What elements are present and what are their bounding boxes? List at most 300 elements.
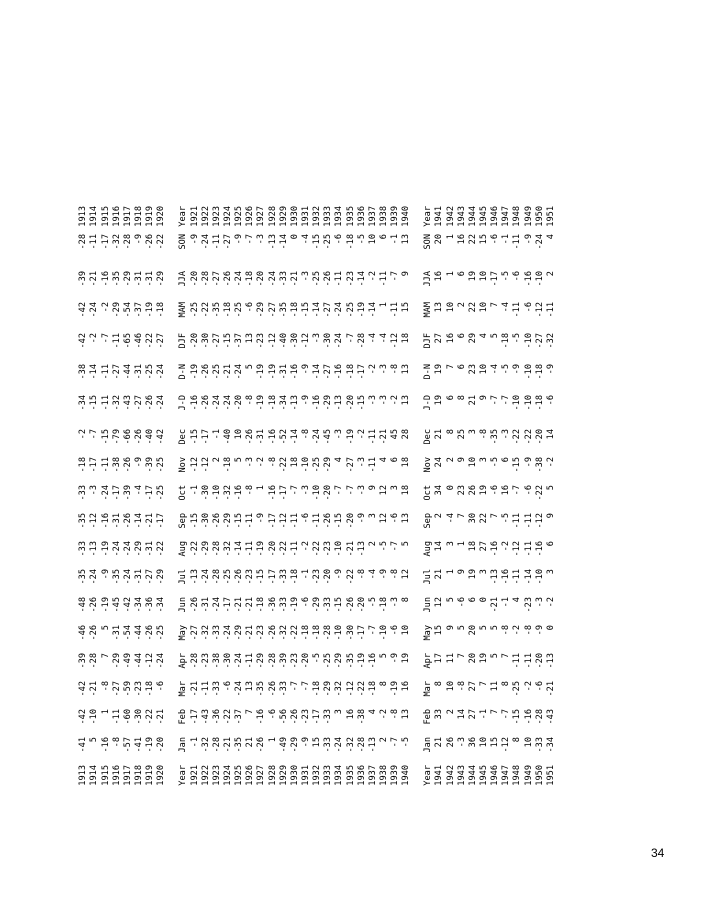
- table-cell: Jan: [423, 737, 434, 753]
- table-cell: -52: [278, 429, 289, 445]
- table-cell: -3: [390, 597, 401, 608]
- table-cell: -7: [289, 681, 300, 692]
- table-cell: -39: [78, 653, 89, 669]
- table-cell: 1945: [479, 765, 490, 786]
- table-cell: -24: [334, 333, 345, 349]
- table-cell: -11: [245, 653, 256, 669]
- table-cell: -32: [345, 737, 356, 753]
- table-cell: 10: [367, 234, 378, 245]
- table-cell: 1932: [312, 206, 323, 227]
- table-cell: 1949: [523, 765, 534, 786]
- table-cell: -18: [289, 302, 300, 318]
- table-cell: -33: [534, 737, 545, 753]
- table-cell: -22: [145, 333, 156, 349]
- table-cell: 1927: [256, 206, 267, 227]
- table-cell: 1914: [89, 206, 100, 227]
- table-cell: -24: [156, 364, 167, 380]
- table-cell: -21: [222, 364, 233, 380]
- table-cell: -2: [78, 429, 89, 440]
- table-cell: 1918: [133, 206, 144, 227]
- table-row: [368, 206, 379, 795]
- table-cell: -26: [145, 395, 156, 411]
- table-cell: -15: [334, 597, 345, 613]
- table-cell: 6: [378, 234, 389, 240]
- table-cell: -17: [312, 709, 323, 725]
- table-cell: -28: [200, 271, 211, 287]
- table-cell: 1950: [534, 206, 545, 227]
- table-cell: -22: [534, 485, 545, 501]
- table-cell: May: [423, 625, 434, 641]
- table-cell: 3: [545, 569, 556, 575]
- table-cell: -2: [390, 395, 401, 406]
- table-cell: -15: [189, 513, 200, 529]
- table-cell: -11: [111, 709, 122, 725]
- table-cell: -27: [534, 333, 545, 349]
- table-cell: -2: [545, 597, 556, 608]
- table-cell: -16: [334, 364, 345, 380]
- table-row: [434, 206, 445, 795]
- table-cell: 6: [456, 364, 467, 370]
- table-cell: -14: [356, 271, 367, 287]
- table-cell: -43: [200, 709, 211, 725]
- table-cell: 25: [456, 429, 467, 440]
- table-cell: -17: [200, 429, 211, 445]
- table-cell: 5: [378, 653, 389, 659]
- table-cell: 3: [390, 485, 401, 491]
- table-cell: 1: [267, 737, 278, 743]
- table-cell: -15: [189, 429, 200, 445]
- table-cell: -15: [300, 302, 311, 318]
- table-cell: -16: [100, 513, 111, 529]
- table-cell: 15: [312, 737, 323, 748]
- table-cell: 2: [545, 271, 556, 277]
- table-row: [290, 206, 301, 795]
- table-cell: -21: [245, 625, 256, 641]
- table-cell: Year: [423, 765, 434, 786]
- table-cell: -19: [189, 364, 200, 380]
- table-cell: -29: [323, 681, 334, 697]
- table-cell: 7: [245, 709, 256, 715]
- table-cell: 1939: [390, 206, 401, 227]
- table-cell: -16: [234, 485, 245, 501]
- table-cell: -21: [245, 597, 256, 613]
- table-cell: -26: [122, 457, 133, 473]
- table-cell: -3: [256, 234, 267, 245]
- table-cell: -18: [378, 597, 389, 613]
- table-cell: -34: [156, 597, 167, 613]
- table-cell: -16: [367, 653, 378, 669]
- table-cell: -26: [345, 597, 356, 613]
- table-cell: 6: [445, 395, 456, 401]
- table-cell: -65: [122, 333, 133, 349]
- table-cell: -14: [367, 302, 378, 318]
- rotated-data-tables: [78, 99, 691, 795]
- table-cell: -26: [145, 234, 156, 250]
- table-cell: -37: [234, 709, 245, 725]
- table-cell: -23: [289, 653, 300, 669]
- table-cell: 1: [445, 271, 456, 277]
- table-cell: 5: [445, 597, 456, 603]
- table-cell: -26: [200, 364, 211, 380]
- table-cell: -20: [534, 429, 545, 445]
- table-row: [390, 206, 401, 795]
- table-cell: 18: [401, 333, 412, 344]
- table-cell: -39: [145, 457, 156, 473]
- table-cell: 21: [434, 429, 445, 440]
- table-cell: 2: [456, 302, 467, 308]
- table-cell: -11: [245, 513, 256, 529]
- table-cell: -25: [211, 364, 222, 380]
- table-cell: -24: [122, 541, 133, 557]
- table-cell: -11: [512, 302, 523, 318]
- table-cell: -24: [234, 653, 245, 669]
- table-cell: -37: [133, 302, 144, 318]
- table-cell: Year: [178, 765, 189, 786]
- table-cell: -21: [89, 271, 100, 287]
- table-cell: 1951: [545, 765, 556, 786]
- table-cell: -6: [456, 597, 467, 608]
- table-cell: -28: [78, 234, 89, 250]
- table-cell: 1916: [111, 206, 122, 227]
- table-cell: -1: [300, 569, 311, 580]
- table-cell: 26: [445, 737, 456, 748]
- table-cell: -4: [445, 513, 456, 524]
- table-cell: -11: [111, 333, 122, 349]
- table-cell: -24: [234, 681, 245, 697]
- table-cell: -42: [122, 597, 133, 613]
- table-cell: 13: [401, 709, 412, 720]
- table-cell: 34: [434, 485, 445, 496]
- table-cell: 1938: [378, 206, 389, 227]
- table-cell: 26: [467, 485, 478, 496]
- table-cell: -3: [312, 333, 323, 344]
- table-cell: 20: [467, 625, 478, 636]
- table-cell: -17: [89, 457, 100, 473]
- table-cell: -25: [323, 653, 334, 669]
- table-cell: 1951: [545, 206, 556, 227]
- table-cell: -11: [367, 457, 378, 473]
- table-cell: -5: [501, 513, 512, 524]
- table-cell: 9: [401, 271, 412, 277]
- table-cell: -29: [323, 395, 334, 411]
- table-cell: 5: [490, 625, 501, 631]
- table-row: [512, 206, 523, 795]
- table-cell: -16: [523, 271, 534, 287]
- table-cell: -32: [545, 333, 556, 349]
- table-cell: -9: [523, 457, 534, 468]
- table-cell: -49: [278, 737, 289, 753]
- table-cell: -28: [89, 653, 100, 669]
- table-cell: -22: [200, 302, 211, 318]
- table-cell: -18: [145, 681, 156, 697]
- table-cell: -16: [289, 364, 300, 380]
- table-cell: -6: [300, 513, 311, 524]
- table-cell: -41: [133, 737, 144, 753]
- table-cell: -23: [200, 653, 211, 669]
- table-cell: -18: [256, 597, 267, 613]
- table-cell: -35: [211, 302, 222, 318]
- table-cell: -21: [289, 271, 300, 287]
- table-cell: 9: [367, 485, 378, 491]
- table-cell: -24: [211, 395, 222, 411]
- table-cell: -10: [378, 625, 389, 641]
- table-cell: 1918: [133, 765, 144, 786]
- table-cell: 1937: [367, 765, 378, 786]
- table-row: [212, 206, 223, 795]
- table-cell: -24: [334, 737, 345, 753]
- table-cell: -27: [222, 234, 233, 250]
- table-row: [111, 206, 122, 795]
- table-cell: 13: [401, 395, 412, 406]
- table-cell: -19: [145, 302, 156, 318]
- table-cell: -33: [78, 485, 89, 501]
- table-cell: -25: [156, 457, 167, 473]
- table-cell: 1: [378, 302, 389, 308]
- table-cell: -12: [200, 457, 211, 473]
- table-cell: -9: [390, 653, 401, 664]
- table-cell: -38: [356, 709, 367, 725]
- table-cell: -6: [156, 681, 167, 692]
- table-cell: 16: [434, 271, 445, 282]
- table-cell: -15: [512, 457, 523, 473]
- table-cell: 22: [479, 513, 490, 524]
- table-cell: -8: [390, 364, 401, 375]
- table-cell: -3: [378, 364, 389, 375]
- table-cell: 9: [545, 513, 556, 519]
- table-cell: 19: [434, 364, 445, 375]
- table-cell: -12: [390, 333, 401, 349]
- table-cell: -19: [267, 364, 278, 380]
- table-row: [278, 206, 289, 795]
- table-cell: 12: [378, 513, 389, 524]
- table-cell: -7: [390, 271, 401, 282]
- table-cell: 1925: [234, 765, 245, 786]
- table-cell: 10: [445, 302, 456, 313]
- table-cell: -33: [323, 597, 334, 613]
- table-cell: JJA: [423, 271, 434, 287]
- table-cell: -28: [356, 737, 367, 753]
- table-cell: 1925: [234, 206, 245, 227]
- table-cell: -22: [289, 625, 300, 641]
- table-cell: -5: [490, 457, 501, 468]
- table-cell: 24: [434, 457, 445, 468]
- table-cell: 16: [445, 333, 456, 344]
- table-cell: -13: [367, 737, 378, 753]
- table-cell: -24: [534, 234, 545, 250]
- table-cell: -31: [145, 541, 156, 557]
- table-cell: -19: [356, 653, 367, 669]
- table-cell: -28: [356, 333, 367, 349]
- table-cell: -42: [78, 709, 89, 725]
- table-cell: 13: [401, 364, 412, 375]
- table-cell: -7: [100, 333, 111, 344]
- table-cell: -33: [278, 597, 289, 613]
- table-cell: -30: [133, 709, 144, 725]
- table-row: [457, 206, 468, 795]
- table-cell: -39: [122, 485, 133, 501]
- table-cell: 1946: [490, 765, 501, 786]
- table-cell: -22: [312, 541, 323, 557]
- table-cell: -33: [323, 737, 334, 753]
- table-cell: 21: [434, 569, 445, 580]
- table-cell: 3: [334, 709, 345, 715]
- table-cell: -5: [501, 271, 512, 282]
- table-cell: -17: [490, 271, 501, 287]
- table-cell: Nov: [178, 457, 189, 473]
- table-cell: 12: [378, 485, 389, 496]
- table-cell: -20: [300, 653, 311, 669]
- table-cell: 1949: [523, 206, 534, 227]
- table-cell: -11: [512, 234, 523, 250]
- table-cell: -17: [267, 569, 278, 585]
- table-cell: 27: [479, 541, 490, 552]
- table-cell: -23: [312, 569, 323, 585]
- table-cell: -34: [133, 597, 144, 613]
- table-cell: -16: [267, 485, 278, 501]
- table-cell: D-N: [423, 364, 434, 380]
- table-row: [523, 206, 534, 795]
- table-cell: -35: [78, 513, 89, 529]
- table-cell: 10: [401, 625, 412, 636]
- table-cell: -11: [200, 681, 211, 697]
- table-cell: Dec: [178, 429, 189, 445]
- table-cell: -24: [234, 364, 245, 380]
- table-cell: -5: [312, 653, 323, 664]
- table-row: [546, 206, 557, 795]
- table-cell: -5: [501, 364, 512, 375]
- table-cell: 1930: [289, 206, 300, 227]
- table-cell: 13: [434, 302, 445, 313]
- table-cell: Mar: [423, 681, 434, 697]
- table-cell: -15: [312, 234, 323, 250]
- table-cell: -3: [245, 457, 256, 468]
- table-cell: -6: [534, 681, 545, 692]
- table-cell: 1947: [501, 206, 512, 227]
- table-cell: 1943: [456, 206, 467, 227]
- table-cell: -10: [89, 709, 100, 725]
- table-row: [468, 206, 479, 795]
- table-cell: -19: [100, 597, 111, 613]
- table-cell: -25: [345, 302, 356, 318]
- table-cell: -39: [78, 271, 89, 287]
- table-cell: -24: [312, 429, 323, 445]
- table-cell: 1928: [267, 206, 278, 227]
- table-cell: 7: [490, 513, 501, 519]
- table-cell: -43: [122, 395, 133, 411]
- table-cell: -13: [289, 395, 300, 411]
- table-cell: -19: [145, 737, 156, 753]
- table-cell: 1948: [512, 206, 523, 227]
- table-cell: -2: [512, 625, 523, 636]
- table-cell: 1938: [378, 765, 389, 786]
- table-cell: 1923: [211, 765, 222, 786]
- table-cell: -19: [256, 395, 267, 411]
- table-cell: 7: [100, 653, 111, 659]
- table-cell: -14: [523, 569, 534, 585]
- table-cell: -17: [100, 234, 111, 250]
- table-cell: -15: [512, 709, 523, 725]
- table-row: [156, 206, 167, 795]
- table-cell: -44: [133, 625, 144, 641]
- table-cell: -26: [89, 625, 100, 641]
- table-cell: -25: [312, 271, 323, 287]
- table-cell: -3: [89, 485, 100, 496]
- data-table-block-1: [78, 206, 167, 795]
- table-cell: 18: [289, 457, 300, 468]
- table-cell: -15: [234, 513, 245, 529]
- table-cell: -22: [156, 541, 167, 557]
- table-cell: -27: [111, 364, 122, 380]
- table-row: [189, 206, 200, 795]
- table-cell: -60: [122, 709, 133, 725]
- table-cell: 21: [434, 737, 445, 748]
- table-cell: -8: [456, 681, 467, 692]
- table-cell: -6: [490, 485, 501, 496]
- table-cell: 1948: [512, 765, 523, 786]
- table-cell: 6: [467, 597, 478, 603]
- table-cell: -3: [300, 485, 311, 496]
- table-cell: -29: [222, 513, 233, 529]
- table-row: [267, 206, 278, 795]
- table-cell: -25: [145, 364, 156, 380]
- table-cell: -49: [122, 653, 133, 669]
- table-cell: 9: [456, 569, 467, 575]
- table-cell: -3: [456, 737, 467, 748]
- table-cell: 45: [390, 429, 401, 440]
- table-cell: 20: [434, 234, 445, 245]
- table-cell: -56: [278, 709, 289, 725]
- table-cell: -31: [111, 625, 122, 641]
- table-cell: Apr: [178, 653, 189, 669]
- table-cell: -15: [100, 429, 111, 445]
- table-cell: 14: [434, 541, 445, 552]
- table-cell: -18: [312, 625, 323, 641]
- table-cell: -17: [267, 513, 278, 529]
- table-cell: -25: [156, 625, 167, 641]
- table-cell: -12: [534, 513, 545, 529]
- table-cell: -32: [200, 737, 211, 753]
- table-cell: MAM: [423, 302, 434, 318]
- table-cell: 1940: [401, 206, 412, 227]
- table-cell: 10: [523, 737, 534, 748]
- table-cell: -31: [133, 569, 144, 585]
- table-cell: -6: [390, 625, 401, 636]
- table-cell: -24: [111, 541, 122, 557]
- table-cell: 1946: [490, 206, 501, 227]
- table-cell: -35: [256, 681, 267, 697]
- table-cell: Aug: [178, 541, 189, 557]
- table-cell: -6: [490, 234, 501, 245]
- table-cell: -6: [545, 395, 556, 406]
- table-cell: -1: [390, 234, 401, 245]
- table-cell: -5: [401, 737, 412, 748]
- table-cell: -21: [222, 737, 233, 753]
- table-cell: 27: [467, 709, 478, 720]
- table-cell: 1944: [467, 206, 478, 227]
- table-cell: 16: [345, 709, 356, 720]
- table-cell: -30: [200, 513, 211, 529]
- table-cell: -26: [133, 429, 144, 445]
- table-cell: 1933: [323, 206, 334, 227]
- table-cell: -9: [545, 364, 556, 375]
- table-cell: -20: [323, 485, 334, 501]
- table-cell: -28: [122, 234, 133, 250]
- table-cell: -33: [323, 709, 334, 725]
- table-cell: -31: [200, 597, 211, 613]
- table-cell: Feb: [423, 709, 434, 725]
- table-cell: 1922: [200, 765, 211, 786]
- table-cell: -35: [78, 569, 89, 585]
